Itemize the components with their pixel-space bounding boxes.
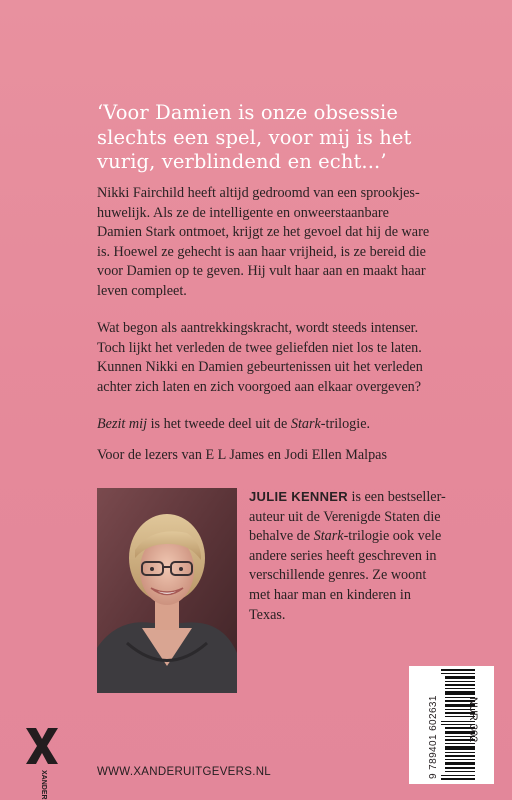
- author-bio: [249, 487, 479, 625]
- logo-text: XANDER: [40, 770, 47, 800]
- blurb-line: huwelijk. Als ze de intelligente en onweerstaanbare: [97, 204, 389, 221]
- bio-line: Texas.: [249, 606, 286, 623]
- blurb-line: voor Damien op te geven. Hij vult haar aan en maakt haar: [97, 263, 426, 280]
- author-photo: [97, 488, 237, 693]
- bio-text: is een bestseller-: [347, 489, 446, 505]
- publisher-logo: [24, 726, 60, 800]
- series-text-end: -trilogie.: [320, 416, 371, 432]
- series-note: [97, 415, 467, 435]
- isbn-number: 9 789401 602631: [428, 695, 439, 779]
- bio-line: [249, 527, 479, 547]
- blurb-line: Damien Stark ontmoet, krijgt ze het gevoel dat hij de ware: [97, 224, 430, 241]
- quote-line: vurig, verblindend en echt...’: [97, 150, 387, 173]
- bio-line: auteur uit de Verenigde Staten die: [249, 508, 441, 525]
- author-name: JULIE KENNER: [249, 489, 348, 504]
- bio-text: -trilogie ook vele: [343, 528, 442, 545]
- quote-line: slechts een spel, voor mij is het: [97, 125, 412, 149]
- blurb-line: Nikki Fairchild heeft altijd gedroomd van een sprookjes-: [97, 185, 420, 201]
- bio-line: andere series heeft geschreven in: [249, 547, 437, 564]
- series-text: is het tweede deel uit de: [147, 416, 291, 432]
- recommendation-line: Voor de lezers van E L James en Jodi Ellen Malpas: [97, 447, 387, 463]
- blurb-line: Toch lijkt het verleden de twee geliefden niet los te laten.: [97, 339, 422, 356]
- bio-line: verschillende genres. Ze woont: [249, 567, 427, 584]
- blurb-line: achter zich laten en zich voorgoed aan elkaar overgeven?: [97, 378, 422, 395]
- quote-line: ‘Voor Damien is onze obsessie: [97, 101, 398, 124]
- blurb-line: leven compleet.: [97, 282, 187, 299]
- book-title: Bezit mij: [97, 416, 148, 432]
- nur-code: NUR 302: [467, 697, 479, 743]
- recommendation: [97, 446, 467, 466]
- bio-text: behalve de: [249, 528, 314, 545]
- xander-logo-icon: [24, 726, 60, 800]
- series-line: [97, 415, 467, 435]
- series-name: Stark: [290, 416, 321, 432]
- series-name: Stark: [313, 528, 344, 545]
- author-portrait-image: [97, 488, 237, 693]
- publisher-url: WWW.XANDERUITGEVERS.NL: [97, 766, 272, 778]
- bio-line: [249, 487, 479, 508]
- blurb-line: is. Hoewel ze gehecht is aan haar vrijheid, is ze bereid die: [97, 243, 426, 260]
- bio-line: met haar man en kinderen in: [249, 586, 411, 603]
- blurb-paragraph-1: [97, 184, 467, 302]
- blurb-line: Kunnen Nikki en Damien gebeurtenissen uit het verleden: [97, 359, 423, 376]
- blurb-line: Wat begon als aantrekkingskracht, wordt steeds intenser.: [97, 320, 419, 336]
- blurb-paragraph-2: [97, 319, 467, 397]
- pull-quote: [97, 101, 457, 175]
